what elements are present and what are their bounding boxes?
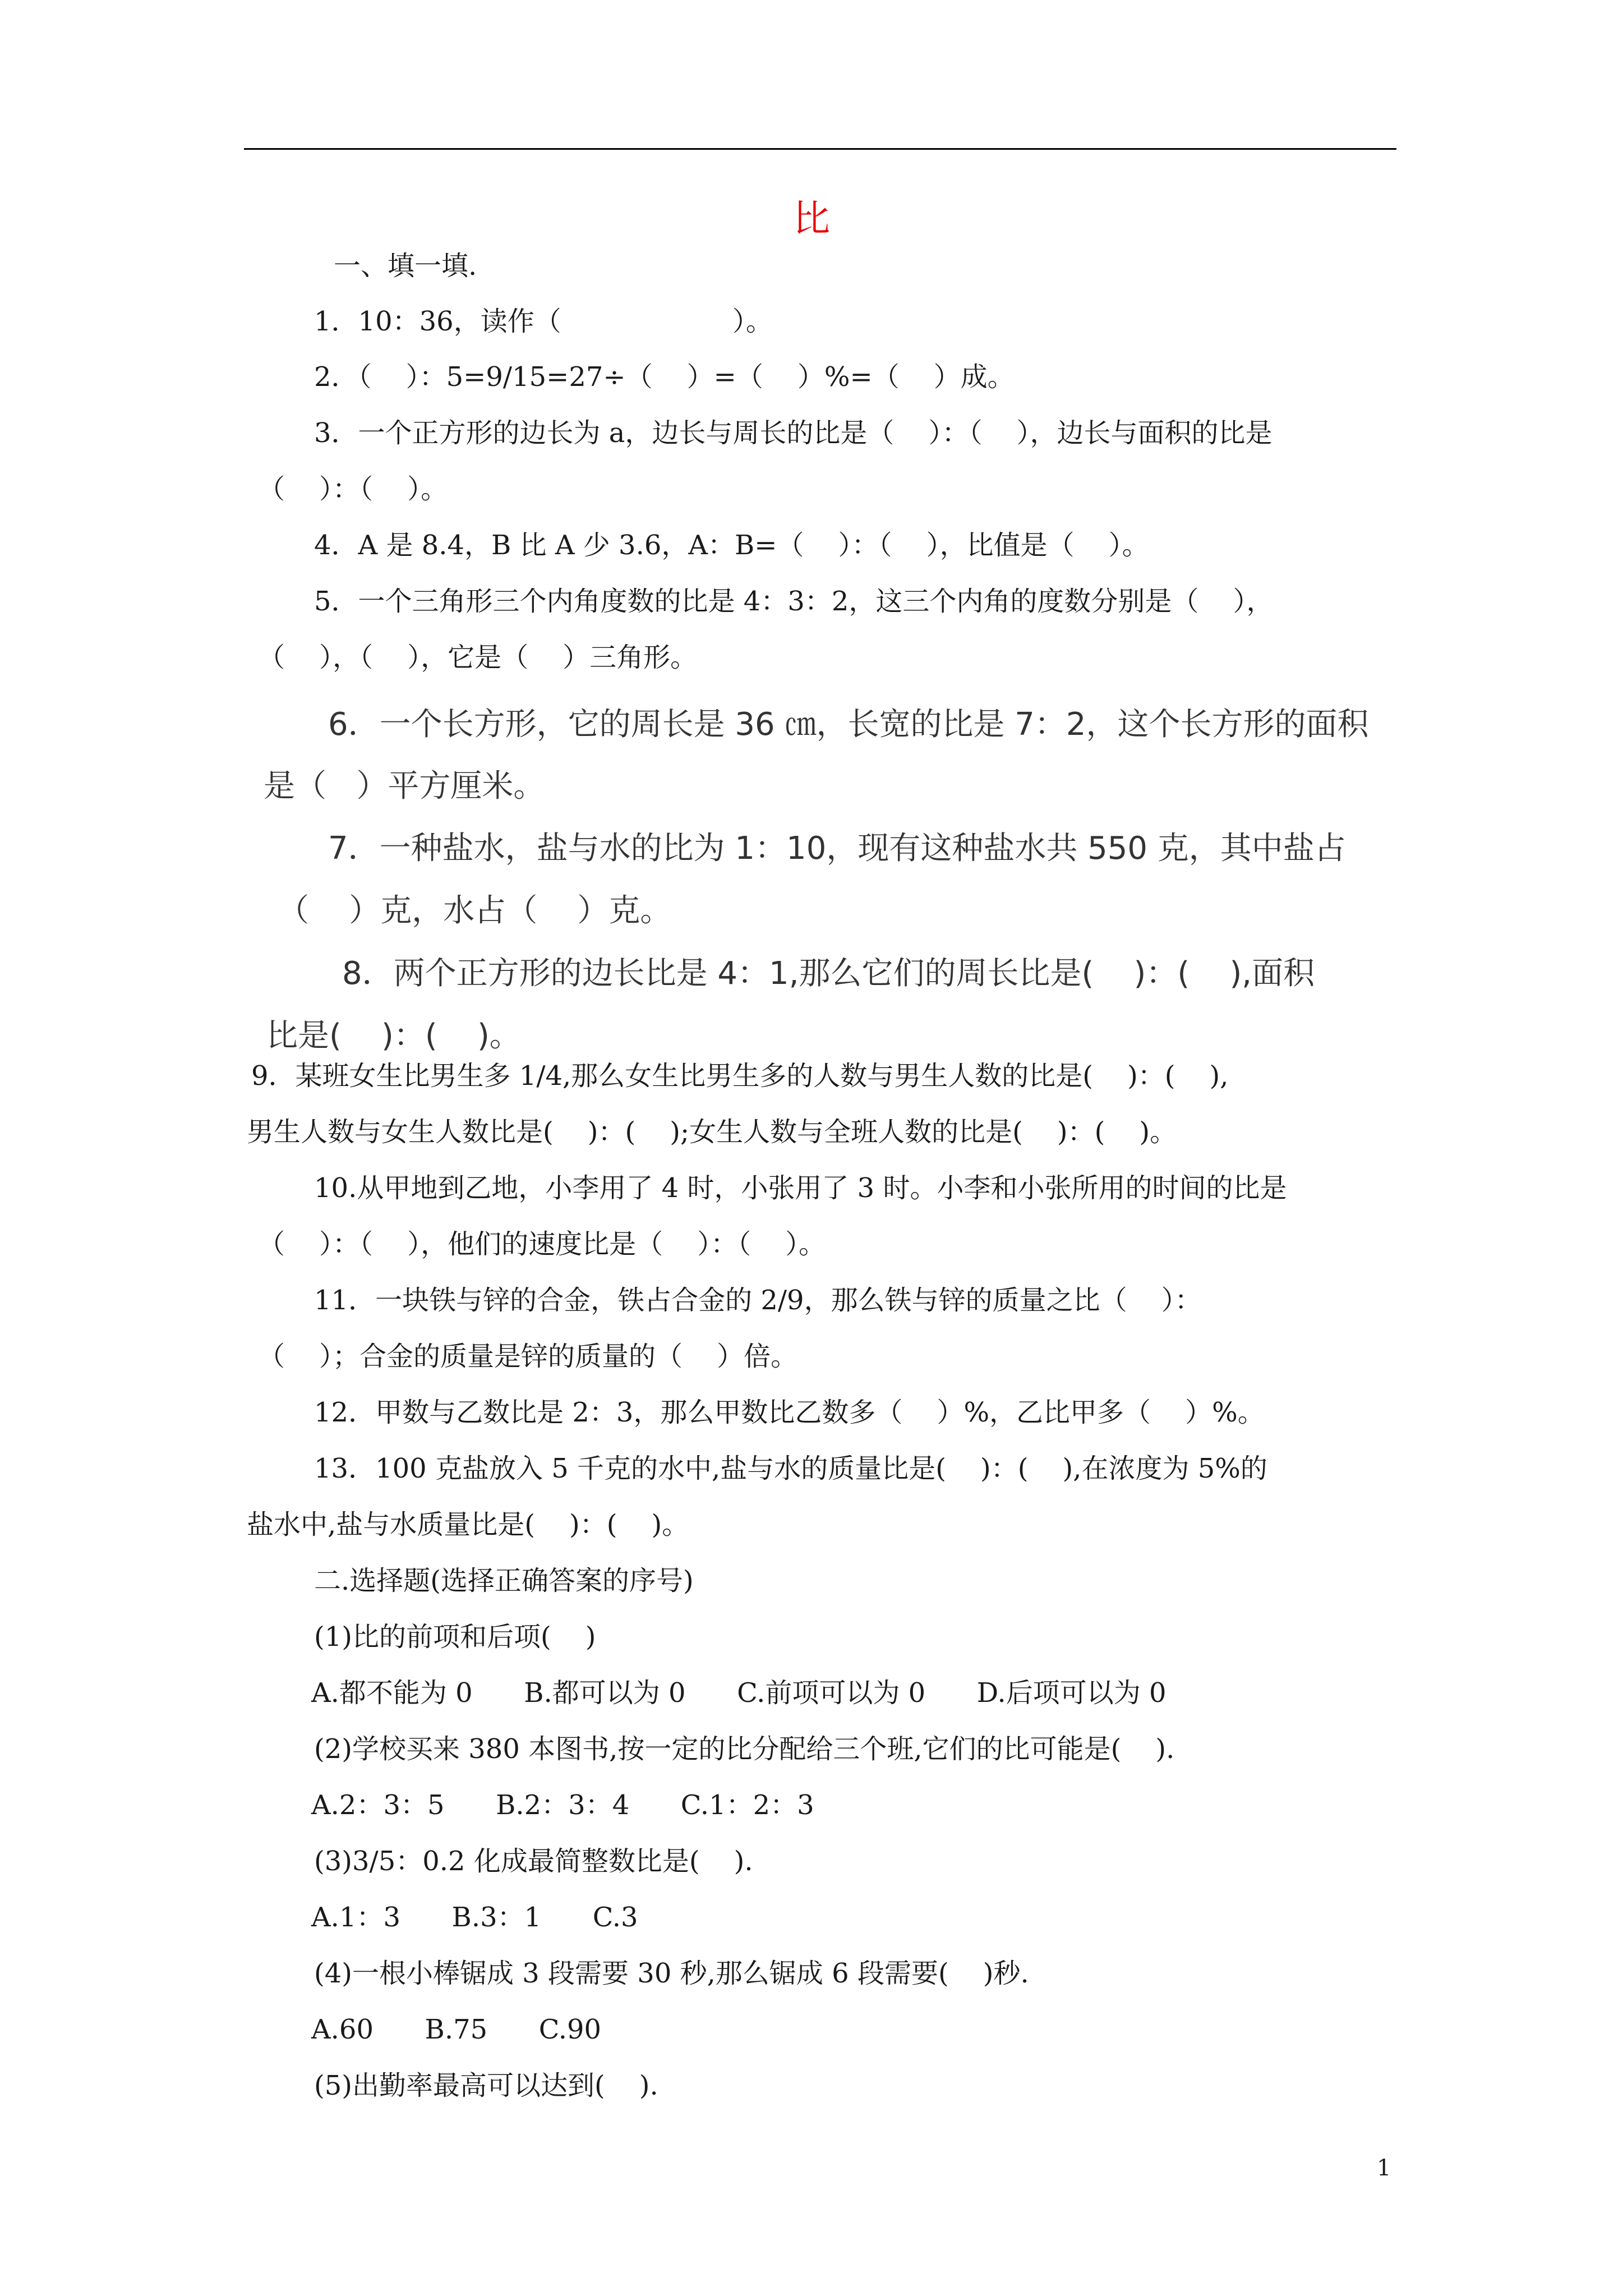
question-line: （ ）：（ ）。 (258, 473, 448, 505)
question-line: 12．甲数与乙数比是 2：3，那么甲数比乙数多（ ）%，乙比甲多（ ）%。 (314, 1397, 1265, 1428)
choice-question: (2)学校买来 380 本图书,按一定的比分配给三个班,它们的比可能是( ). (314, 1733, 1175, 1765)
section-heading-choice: 二.选择题(选择正确答案的序号) (314, 1565, 694, 1596)
section-heading-fill: 一、填一填. (334, 250, 477, 282)
choice-question: (1)比的前项和后项( ) (314, 1621, 596, 1653)
header-rule (244, 148, 1396, 150)
question-line: （ ），（ ），它是（ ）三角形。 (258, 642, 698, 673)
choice-question: (3)3/5：0.2 化成最简整数比是( ). (314, 1846, 753, 1877)
question-line: （ ）：（ ），他们的速度比是（ ）：（ ）。 (258, 1228, 826, 1260)
choice-question: (4)一根小棒锯成 3 段需要 30 秒,那么锯成 6 段需要( )秒. (314, 1958, 1029, 1989)
page-title: 比 (793, 197, 830, 240)
choice-options: A.1：3 B.3：1 C.3 (311, 1902, 638, 1933)
question-line: （ ）；合金的质量是锌的质量的（ ）倍。 (258, 1341, 798, 1372)
question-line: 男生人数与女生人数比是( )：( );女生人数与全班人数的比是( )：( )。 (247, 1116, 1177, 1148)
choice-options: A.都不能为 0 B.都可以为 0 C.前项可以为 0 D.后项可以为 0 (311, 1677, 1166, 1709)
choice-question: (5)出勤率最高可以达到( ). (314, 2070, 658, 2101)
page-number: 1 (1377, 2155, 1391, 2181)
question-line: 8．两个正方形的边长比是 4：1,那么它们的周长比是( )：( ),面积 (342, 955, 1315, 992)
question-line: 2．（ ）：5=9/15=27÷（ ）=（ ）%=（ ）成。 (314, 361, 1015, 393)
choice-options: A.2：3：5 B.2：3：4 C.1：2：3 (311, 1789, 814, 1821)
question-line: 5．一个三角形三个内角度数的比是 4：3：2，这三个内角的度数分别是（ ）， (314, 586, 1274, 617)
question-line: 是（ ）平方厘米。 (264, 768, 545, 804)
question-line: 7．一种盐水，盐与水的比为 1：10，现有这种盐水共 550 克，其中盐占 (328, 830, 1346, 867)
question-line: 盐水中,盐与水质量比是( )：( )。 (247, 1509, 689, 1540)
question-line: 11．一块铁与锌的合金，铁占合金的 2/9，那么铁与锌的质量之比（ ）： (314, 1285, 1202, 1316)
question-line: 1．10：36，读作（ ）。 (314, 306, 773, 337)
question-line: 3．一个正方形的边长为 a，边长与周长的比是（ ）：（ ），边长与面积的比是 (314, 417, 1272, 449)
question-line: 4．A 是 8.4，B 比 A 少 3.6，A：B=（ ）：（ ），比值是（ ）。 (314, 530, 1149, 561)
question-line: 13．100 克盐放入 5 千克的水中,盐与水的质量比是( )：( ),在浓度为 5%的 (314, 1453, 1267, 1484)
question-line: 10.从甲地到乙地，小李用了 4 时，小张用了 3 时。小李和小张所用的时间的比是 (314, 1172, 1287, 1204)
question-line: （ ）克，水占（ ）克。 (278, 892, 672, 929)
question-line: 6．一个长方形，它的周长是 36 ㎝，长宽的比是 7：2，这个长方形的面积 (328, 706, 1369, 743)
choice-options: A.60 B.75 C.90 (311, 2014, 602, 2045)
question-line: 比是( )：( )。 (266, 1018, 521, 1054)
question-line: 9．某班女生比男生多 1/4,那么女生比男生多的人数与男生人数的比是( )：( ), (251, 1060, 1229, 1092)
